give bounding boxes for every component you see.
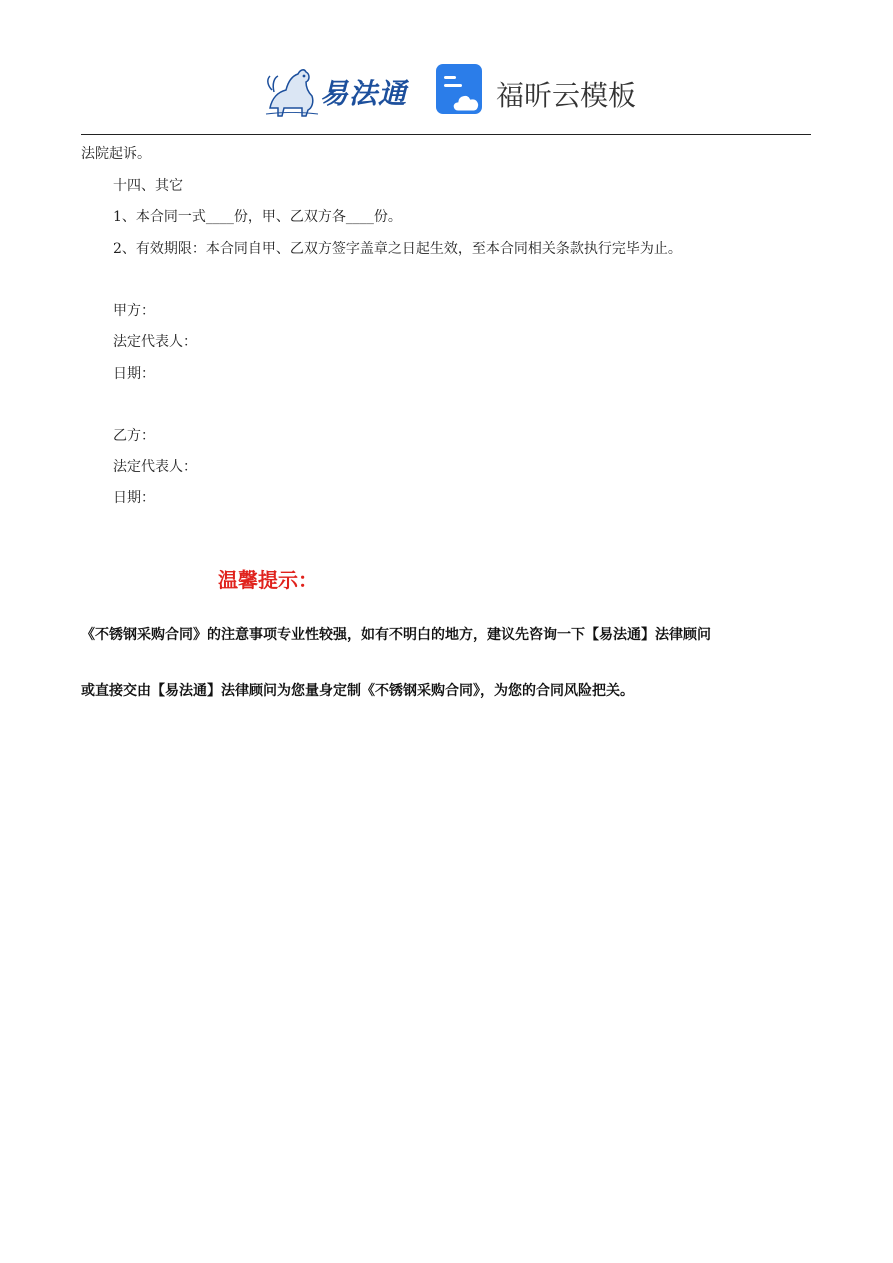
party-b-date-label: 日期： <box>113 490 155 506</box>
yifatong-logo <box>262 62 412 118</box>
tip-text-line-1: 《不锈钢采购合同》的注意事项专业性较强，如有不明白的地方，建议先咨询一下【易法通】法律顾问 <box>81 627 711 643</box>
clause-validity: 2、有效期限：本合同自甲、乙双方签字盖章之日起生效，至本合同相关条款执行完毕为止。 <box>113 241 682 257</box>
party-a-representative-label: 法定代表人： <box>113 334 197 350</box>
text-line: 法院起诉。 <box>81 146 151 162</box>
party-a-label: 甲方： <box>113 303 155 319</box>
header-divider <box>81 134 811 135</box>
section-heading: 十四、其它 <box>113 178 183 194</box>
qilin-mascot-icon <box>262 62 320 118</box>
tip-text-line-2: 或直接交由【易法通】法律顾问为您量身定制《不锈钢采购合同》，为您的合同风险把关。 <box>81 683 634 699</box>
tip-title: 温馨提示： <box>218 568 318 592</box>
yifatong-brand-text: 易法通 <box>320 77 408 110</box>
foxit-brand-text: 福昕云模板 <box>496 79 637 112</box>
page-header <box>0 58 893 124</box>
party-a-date-label: 日期： <box>113 366 155 382</box>
party-b-label: 乙方： <box>113 428 155 444</box>
cloud-document-icon <box>436 64 488 116</box>
party-b-representative-label: 法定代表人： <box>113 459 197 475</box>
clause-copies: 1、本合同一式____份，甲、乙双方各____份。 <box>113 209 402 225</box>
